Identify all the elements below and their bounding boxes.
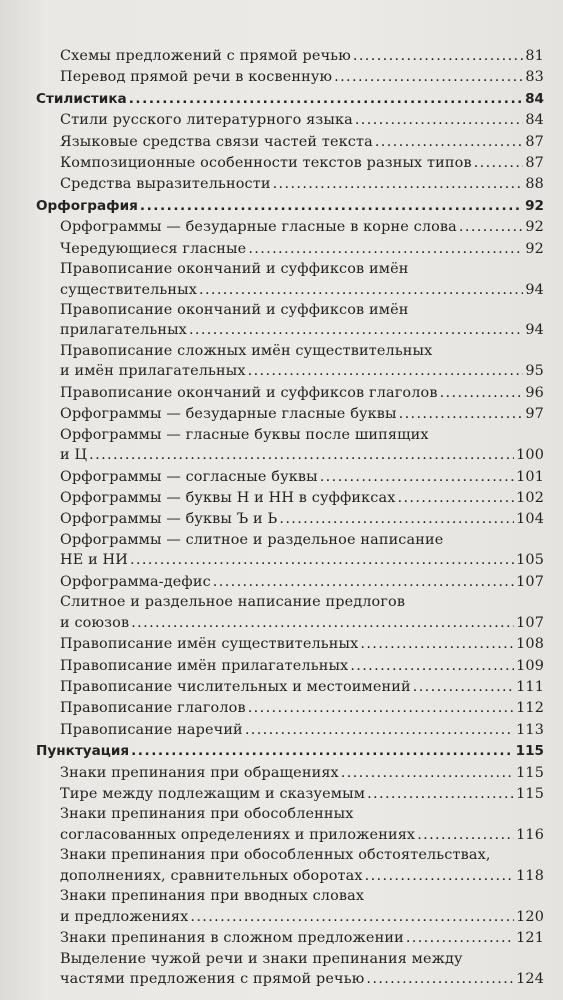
dot-leader — [399, 404, 524, 425]
dot-leader — [367, 784, 514, 805]
toc-entry-title: прилагательных — [60, 322, 187, 339]
toc-page-number: 109 — [516, 657, 544, 674]
toc-page-number: 87 — [525, 154, 544, 171]
toc-entry-title: Правописание наречий — [60, 721, 243, 738]
toc-entry — [36, 656, 544, 677]
dot-leader — [440, 383, 524, 404]
toc-page-number: 115 — [515, 743, 544, 760]
toc-entry — [36, 445, 544, 466]
toc-entry — [36, 239, 544, 260]
toc-entry-title: и имён прилагательных — [60, 363, 246, 380]
toc-entry-title: и предложениях — [60, 908, 189, 925]
toc-entry-title: Стилистика — [36, 90, 127, 107]
toc-entry — [36, 488, 544, 509]
dot-leader — [350, 656, 514, 677]
toc-page-number: 83 — [525, 69, 544, 86]
toc-entry-title: Схемы предложений с прямой речью — [60, 48, 351, 64]
toc-entry — [36, 805, 544, 825]
toc-page-number: 88 — [525, 176, 544, 193]
toc-entry-title: Тире между подлежащим и сказуемым — [60, 785, 366, 802]
toc-page-number: 124 — [516, 971, 544, 988]
toc-entry — [36, 593, 544, 613]
toc-entry-title: Орфограммы — гласные буквы после шипящих — [60, 426, 429, 443]
toc-page-number: 92 — [525, 240, 544, 257]
toc-entry-title: Правописание окончаний и суффиксов глаголов — [60, 384, 438, 401]
toc-entry — [36, 928, 544, 949]
dot-leader — [417, 825, 514, 846]
toc-entry — [36, 866, 544, 887]
toc-entry-title: Орфограмма-дефис — [60, 573, 211, 590]
toc-entry — [36, 280, 544, 301]
dot-leader — [248, 361, 524, 382]
toc-entry — [36, 174, 544, 195]
toc-entry-title: Чередующиеся гласные — [60, 240, 247, 257]
toc-entry-title: Орфограммы — согласные буквы — [60, 468, 318, 485]
toc-page-number: 97 — [525, 406, 544, 423]
toc-entry — [36, 110, 544, 131]
toc-entry-title: НЕ и НИ — [60, 552, 128, 569]
toc-entry-title: Правописание сложных имён существительных — [60, 342, 433, 359]
dot-leader — [248, 698, 514, 719]
toc-entry — [36, 531, 544, 551]
dot-leader — [213, 572, 514, 593]
toc-entry-title: Знаки препинания при вводных словах — [60, 888, 365, 905]
toc-entry — [36, 907, 544, 928]
toc-page-number: 121 — [516, 930, 544, 947]
toc-entry — [36, 613, 544, 634]
toc-entry — [36, 950, 544, 970]
toc-entry-title: Орфограммы — безударные гласные буквы — [60, 406, 397, 423]
dot-leader — [89, 445, 514, 466]
toc-page-number: 104 — [516, 511, 544, 528]
dot-leader — [353, 46, 523, 67]
toc-entry-title: Орфограммы — буквы Ъ и Ь — [60, 511, 278, 528]
toc-entry-title: Правописание имён прилагательных — [60, 657, 349, 674]
dot-leader — [398, 488, 515, 509]
toc-entry — [36, 698, 544, 719]
dot-leader — [130, 550, 514, 571]
toc-entry — [36, 887, 544, 907]
dot-leader — [140, 196, 523, 217]
toc-page-number: 107 — [516, 614, 544, 631]
toc-page-number: 96 — [525, 384, 544, 401]
toc-page-number: 94 — [525, 322, 544, 339]
toc-page-number: 84 — [525, 90, 544, 107]
toc-page-number: 118 — [516, 867, 544, 884]
toc-page-number: 101 — [516, 468, 544, 485]
toc-entry — [36, 342, 544, 362]
toc-entry-title: Правописание окончаний и суффиксов имён — [60, 301, 409, 318]
dot-leader — [365, 866, 514, 887]
dot-leader — [334, 67, 523, 88]
toc-entry — [36, 509, 544, 530]
toc-entry — [36, 550, 544, 571]
toc-entry-title: Слитное и раздельное написание предлогов — [60, 594, 406, 611]
toc-page-number: 87 — [525, 133, 544, 150]
toc-page-number: 108 — [516, 636, 544, 653]
toc-entry — [36, 301, 544, 321]
toc-entry-title: и союзов — [60, 614, 130, 631]
toc-page-number: 107 — [516, 573, 544, 590]
toc-entry — [36, 572, 544, 593]
toc-page-number: 112 — [516, 700, 544, 717]
toc-entry-title: Стили русского литературного языка — [60, 112, 353, 129]
toc-page-number: 95 — [525, 363, 544, 380]
toc-page-number: 92 — [525, 197, 544, 214]
toc-entry-title: Правописание окончаний и суффиксов имён — [60, 260, 409, 277]
toc-entry-title: Средства выразительности — [60, 176, 271, 193]
toc-entry — [36, 404, 544, 425]
toc-entry-title: Орфограммы — безударные гласные в корне слова — [60, 219, 457, 236]
toc-entry-title: частями предложения с прямой речью — [60, 971, 365, 988]
dot-leader — [413, 677, 514, 698]
toc-entry — [36, 677, 544, 698]
toc-entry-title: дополнениях, сравнительных оборотах — [60, 867, 363, 884]
toc-entry-title: Знаки препинания при обращениях — [60, 764, 339, 781]
dot-leader — [129, 89, 523, 110]
toc-page-number: 94 — [525, 281, 544, 298]
dot-leader — [131, 613, 514, 634]
dot-leader — [279, 509, 514, 530]
dot-leader — [341, 763, 514, 784]
dot-leader — [320, 467, 514, 488]
dot-leader — [131, 741, 514, 762]
dot-leader — [366, 969, 514, 990]
toc-entry-title: согласованных определениях и приложениях — [60, 826, 416, 843]
toc-entry — [36, 320, 544, 341]
toc-entry-title: Знаки препинания при обособленных обстоятельствах, — [60, 847, 491, 864]
toc-entry-title: Правописание числительных и местоимений — [60, 678, 411, 695]
dot-leader — [189, 320, 523, 341]
toc-entry — [36, 634, 544, 655]
dot-leader — [355, 110, 524, 131]
toc-page-number: 113 — [516, 721, 544, 738]
toc-entry — [36, 260, 544, 280]
toc-entry — [36, 383, 544, 404]
toc-entry — [36, 132, 544, 153]
toc-entry — [36, 784, 544, 805]
toc-page-number: 115 — [516, 764, 544, 781]
toc-entry — [36, 763, 544, 784]
toc-page-number: 100 — [516, 447, 544, 464]
toc-entry — [36, 361, 544, 382]
toc-entry-title: существительных — [60, 281, 198, 298]
dot-leader — [199, 280, 523, 301]
toc-entry-title: Знаки препинания при обособленных — [60, 806, 354, 823]
toc-entry-title: Композиционные особенности текстов разных типов — [60, 154, 472, 171]
toc-entry-title: Выделение чужой речи и знаки препинания между — [60, 950, 463, 967]
dot-leader — [474, 153, 524, 174]
dot-leader — [459, 217, 523, 238]
toc-entry-title: Пунктуация — [36, 743, 130, 760]
toc-page-number: 81 — [525, 48, 544, 64]
toc-page-number: 102 — [516, 490, 544, 507]
toc-page-number: 115 — [516, 785, 544, 802]
dot-leader — [375, 132, 524, 153]
dot-leader — [360, 634, 514, 655]
toc-entry-title: Правописание глаголов — [60, 700, 246, 717]
toc-entry — [36, 426, 544, 446]
toc-entry-title: Орфограммы — буквы Н и НН в суффиксах — [60, 490, 396, 507]
toc-entry — [36, 217, 544, 238]
toc-entry — [36, 825, 544, 846]
toc-section-entry — [36, 89, 544, 110]
toc-entry-title: Правописание имён существительных — [60, 636, 359, 653]
toc-section-entry — [36, 196, 544, 217]
toc-entry-title: Языковые средства связи частей текста — [60, 133, 373, 150]
toc-entry — [36, 720, 544, 741]
table-of-contents — [36, 46, 544, 991]
toc-page-number: 105 — [516, 552, 544, 569]
toc-page-number: 92 — [525, 219, 544, 236]
toc-entry — [36, 67, 544, 88]
toc-entry — [36, 846, 544, 866]
toc-page-number: 116 — [516, 826, 544, 843]
toc-page-number: 120 — [516, 908, 544, 925]
toc-page-number: 84 — [525, 112, 544, 129]
toc-entry-title: Перевод прямой речи в косвенную — [60, 69, 333, 86]
toc-entry-title: и Ц — [60, 447, 88, 464]
toc-entry-title: Орфография — [36, 197, 138, 214]
dot-leader — [406, 928, 514, 949]
toc-entry — [36, 153, 544, 174]
toc-entry — [36, 969, 544, 990]
dot-leader — [190, 907, 514, 928]
toc-entry-title: Знаки препинания в сложном предложении — [60, 930, 404, 947]
toc-entry-title: Орфограммы — слитное и раздельное написание — [60, 531, 444, 548]
toc-entry — [36, 46, 544, 67]
dot-leader — [248, 239, 523, 260]
toc-page-number: 111 — [516, 678, 544, 695]
dot-leader — [245, 720, 514, 741]
toc-section-entry — [36, 741, 544, 762]
dot-leader — [273, 174, 524, 195]
toc-entry — [36, 467, 544, 488]
